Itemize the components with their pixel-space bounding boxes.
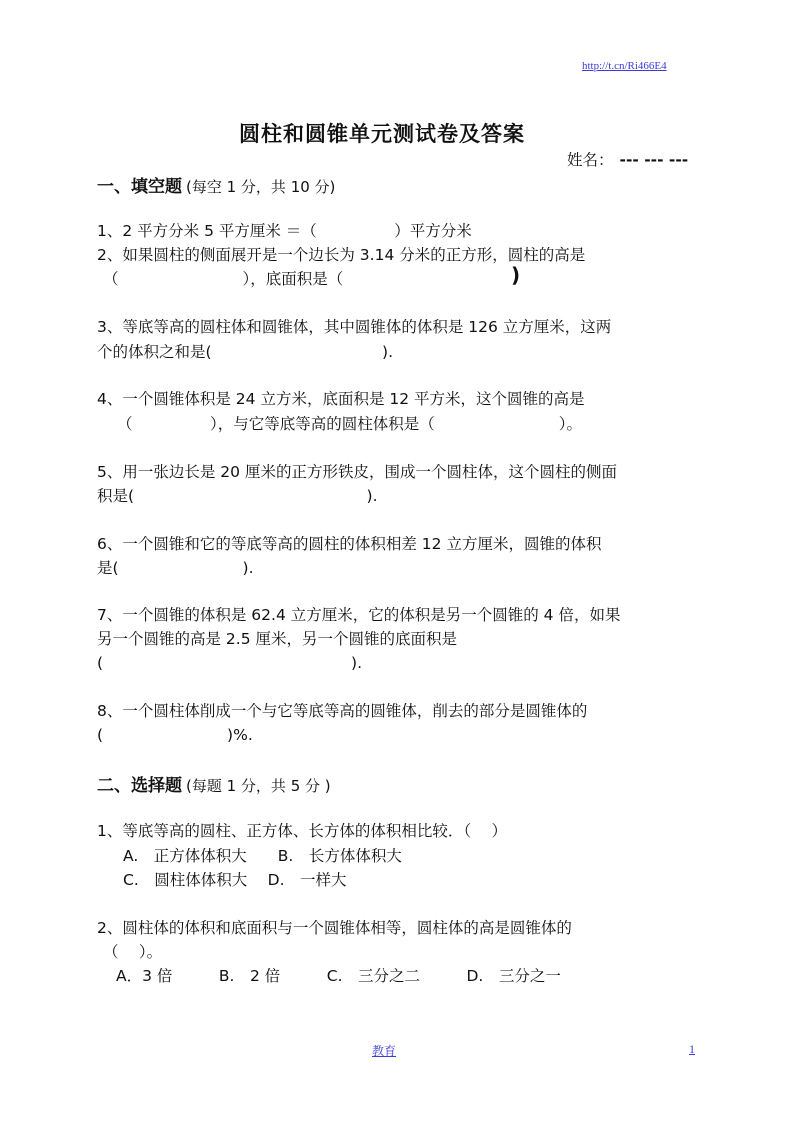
name-label bbox=[567, 148, 688, 170]
q1-3a: 3、等底等高的圆柱体和圆锥体，其中圆锥体的体积是 126 立方厘米，这两 bbox=[97, 318, 612, 336]
q2-2b: （ ）。 bbox=[103, 943, 163, 961]
footer-link[interactable]: 教育 bbox=[372, 1044, 397, 1058]
page-title: 圆柱和圆锥单元测试卷及答案 bbox=[239, 122, 525, 146]
q1-5a: 5、用一张边长是 20 厘米的正方形铁皮，围成一个圆柱体，这个圆柱的侧面 bbox=[97, 463, 617, 481]
q2-2-options: A．3 倍 B. 2 倍 C. 三分之二 D. 三分之一 bbox=[116, 967, 561, 985]
q1-5b: 积是( ). bbox=[97, 487, 378, 505]
q1-3b: 个的体积之和是( ). bbox=[97, 343, 394, 361]
q1-8b: ( )%. bbox=[97, 726, 253, 744]
q1-2a: 2、如果圆柱的侧面展开是一个边长为 3.14 分米的正方形，圆柱的高是 bbox=[97, 246, 586, 264]
section1-heading bbox=[97, 172, 335, 197]
header-url-link[interactable]: http://t.cn/Ri466E4 bbox=[582, 60, 667, 72]
section2-note: (每题 1 分，共 5 分 ) bbox=[186, 777, 331, 795]
q1-6a: 6、一个圆锥和它的等底等高的圆柱的体积相差 12 立方厘米，圆锥的体积 bbox=[97, 535, 602, 553]
section1-note: (每空 1 分，共 10 分) bbox=[186, 178, 336, 196]
q1-4b: （ ），与它等底等高的圆柱体积是（ ）。 bbox=[117, 415, 583, 433]
q1-6b: 是( ). bbox=[97, 559, 254, 577]
q1-2-closing-paren: ) bbox=[511, 263, 521, 287]
section2-heading bbox=[97, 771, 331, 796]
q2-1-options-cd: C. 圆柱体体积大 D. 一样大 bbox=[123, 871, 347, 889]
q1-1: 1、2 平方分米 5 平方厘米 ＝（ ）平方分米 bbox=[97, 222, 472, 240]
section1-title: 一、填空题 bbox=[97, 177, 182, 197]
name-blank: --- --- --- bbox=[619, 151, 689, 169]
q2-1: 1、等底等高的圆柱、正方体、长方体的体积相比较．（ ） bbox=[97, 822, 508, 840]
q1-7a: 7、一个圆锥的体积是 62.4 立方厘米，它的体积是另一个圆锥的 4 倍，如果 bbox=[97, 606, 621, 624]
q1-7c: ( ). bbox=[97, 654, 363, 672]
q1-4a: 4、一个圆锥体积是 24 立方米，底面积是 12 平方米，这个圆锥的高是 bbox=[97, 390, 585, 408]
name-label-text: 姓名： bbox=[567, 151, 614, 169]
page-number[interactable]: 1 bbox=[689, 1042, 695, 1056]
q1-2b: （ ），底面积是（ bbox=[103, 270, 437, 288]
q1-7b: 另一个圆锥的高是 2.5 厘米，另一个圆锥的底面积是 bbox=[97, 630, 458, 648]
section2-title: 二、选择题 bbox=[97, 776, 182, 796]
q2-1-options-ab: A. 正方体体积大 B. 长方体体积大 bbox=[123, 847, 402, 865]
q2-2a: 2、圆柱体的体积和底面积与一个圆锥体相等，圆柱体的高是圆锥体的 bbox=[97, 919, 572, 937]
q1-8a: 8、一个圆柱体削成一个与它等底等高的圆锥体，削去的部分是圆锥体的 bbox=[97, 702, 588, 720]
